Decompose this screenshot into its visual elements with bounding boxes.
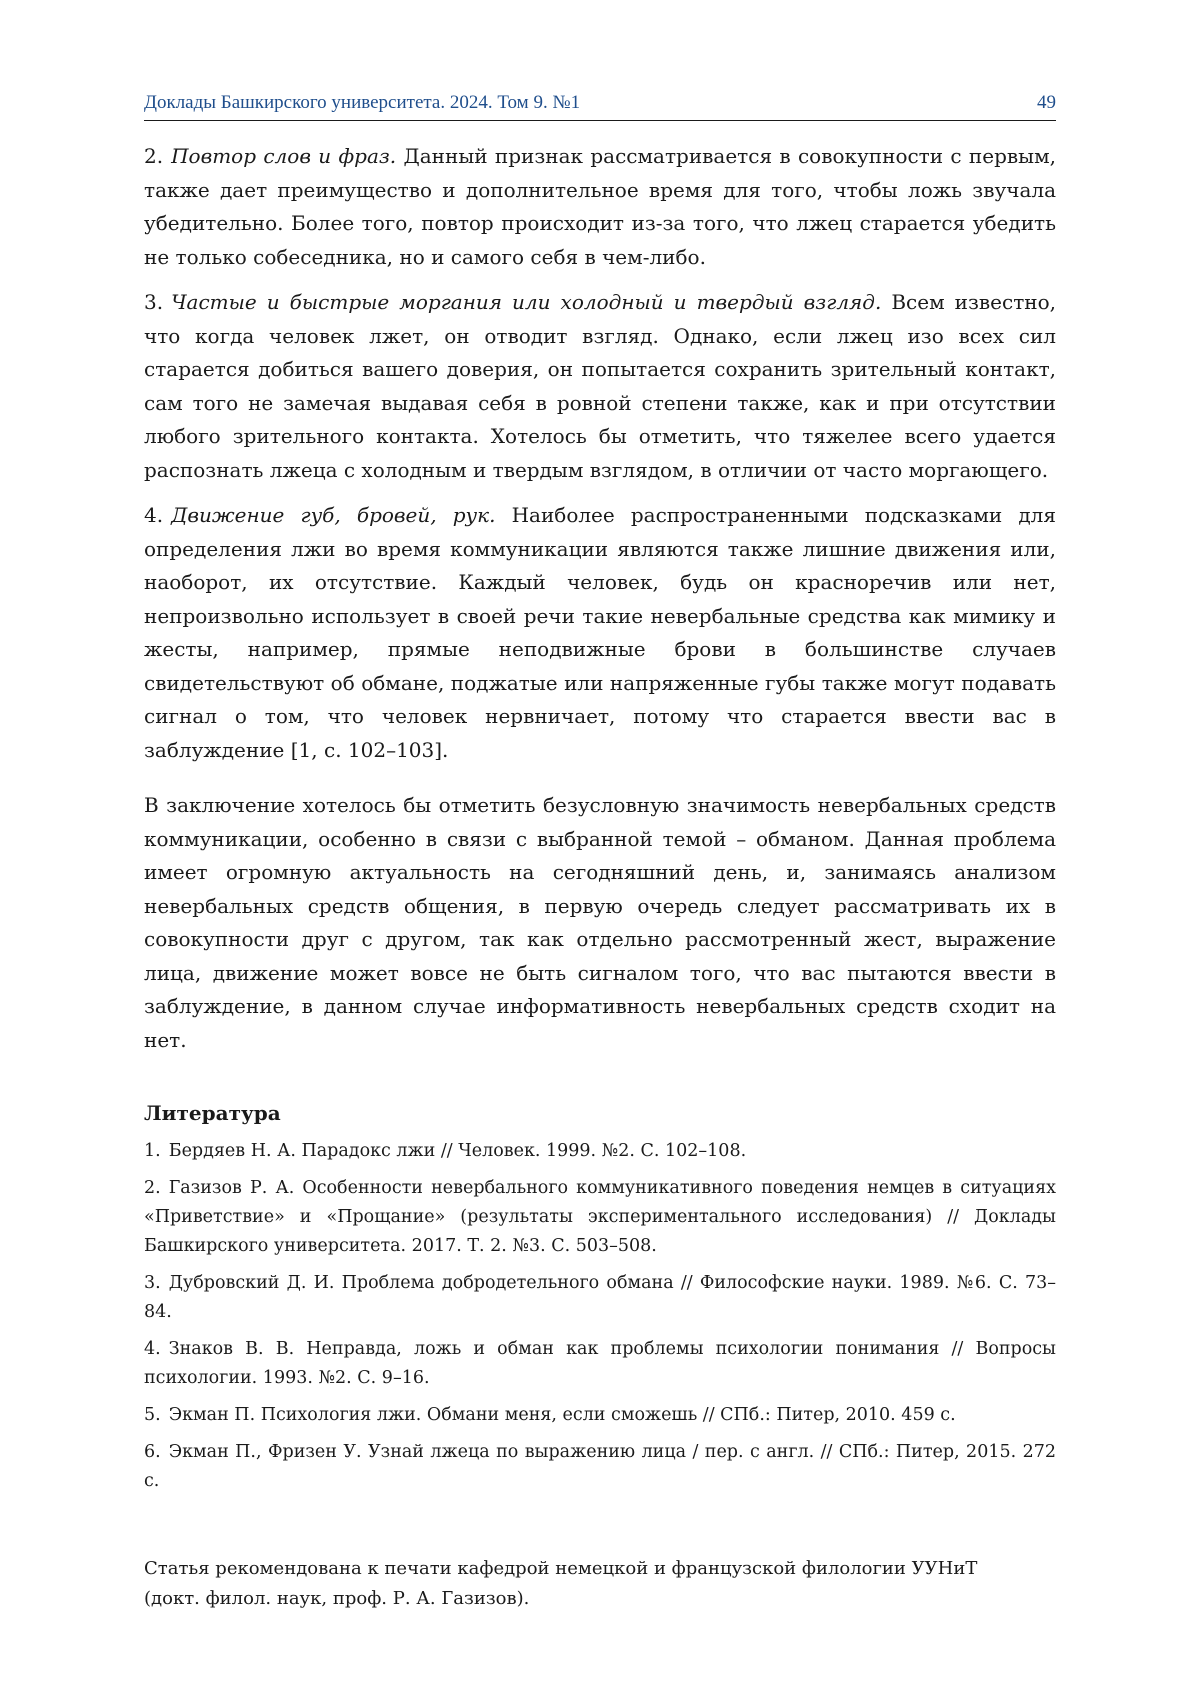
item-lead: Повтор слов и фраз. <box>171 144 396 168</box>
reference-text: Экман П., Фризен У. Узнай лжеца по выражению лица / пер. с англ. // СПб.: Питер, 2015. 272 с. <box>144 1442 1056 1491</box>
literature-heading: Литература <box>144 1101 1056 1125</box>
reference-number: 1. <box>144 1141 161 1161</box>
reference-number: 3. <box>144 1273 161 1293</box>
recommendation-line: (докт. филол. наук, проф. Р. А. Газизов). <box>144 1584 1056 1614</box>
list-item <box>144 499 1056 767</box>
item-number: 4. <box>144 503 163 527</box>
reference-item <box>144 1137 1056 1166</box>
reference-item <box>144 1269 1056 1327</box>
item-text: Всем известно, что когда человек лжет, он отводит взгляд. Однако, если лжец изо всех сил старается добиться вашего доверия, он попытается сохранить зрительный контакт, сам того не замечая выдавая себя в ровной степени также, как и при отсутствии любого зрительного контакта. Хотелось бы отметить, что тяжелее всего удается распознать лжеца с холодным и твердым взглядом, в отличии от часто моргающего. <box>144 290 1056 482</box>
reference-text: Бердяев Н. А. Парадокс лжи // Человек. 1999. №2. С. 102–108. <box>169 1141 746 1161</box>
reference-item <box>144 1174 1056 1261</box>
item-text: Данный признак рассматривается в совокупности с первым, также дает преимущество и дополнительное время для того, чтобы ложь звучала убедительно. Более того, повтор происходит из-за того, что лжец старается убедить не только собеседника, но и самого себя в чем-либо. <box>144 144 1056 269</box>
reference-text: Дубровский Д. И. Проблема добродетельного обмана // Философские науки. 1989. №6. С. 73–84. <box>144 1273 1056 1322</box>
reference-item <box>144 1335 1056 1393</box>
reference-list <box>144 1137 1056 1496</box>
reference-number: 5. <box>144 1405 161 1425</box>
reference-item <box>144 1401 1056 1430</box>
journal-title: Доклады Башкирского университета. 2024. Том 9. №1 <box>144 92 580 114</box>
reference-number: 4. <box>144 1339 161 1359</box>
reference-number: 2. <box>144 1178 161 1198</box>
conclusion-paragraph: В заключение хотелось бы отметить безусловную значимость невербальных средств коммуникации, особенно в связи с выбранной темой – обманом. Данная проблема имеет огромную актуальность на сегодняшний день, и, занимаясь анализом невербальных средств общения, в первую очередь следует рассматривать их в совокупности друг с другом, так как отдельно рассмотренный жест, выражение лица, движение может вовсе не быть сигналом того, что вас пытаются ввести в заблуждение, в данном случае информативность невербальных средств сходит на нет. <box>144 789 1056 1057</box>
item-lead: Движение губ, бровей, рук. <box>171 503 495 527</box>
page-number: 49 <box>1037 92 1056 114</box>
item-number: 3. <box>144 290 163 314</box>
list-item <box>144 286 1056 487</box>
recommendation-note <box>144 1554 1056 1614</box>
reference-item <box>144 1438 1056 1496</box>
recommendation-line: Статья рекомендована к печати кафедрой немецкой и французской филологии УУНиТ <box>144 1554 1056 1584</box>
item-text: Наиболее распространенными подсказками для определения лжи во время коммуникации являются также лишние движения или, наоборот, их отсутствие. Каждый человек, будь он красноречив или нет, непроизвольно использует в своей речи такие невербальные средства как мимику и жесты, например, прямые неподвижные брови в большинстве случаев свидетельствуют об обмане, поджатые или напряженные губы также могут подавать сигнал о том, что человек нервничает, потому что старается ввести вас в заблуждение [1, с. 102–103]. <box>144 503 1056 762</box>
reference-text: Экман П. Психология лжи. Обмани меня, если сможешь // СПб.: Питер, 2010. 459 с. <box>169 1405 956 1425</box>
reference-number: 6. <box>144 1442 161 1462</box>
reference-text: Газизов Р. А. Особенности невербального коммуникативного поведения немцев в ситуациях «Приветствие» и «Прощание» (результаты экспериментального исследования) // Доклады Башкирского университета. 2017. Т. 2. №3. С. 503–508. <box>144 1178 1056 1256</box>
reference-text: Знаков В. В. Неправда, ложь и обман как проблемы психологии понимания // Вопросы психологии. 1993. №2. С. 9–16. <box>144 1339 1056 1388</box>
running-header <box>144 92 1056 121</box>
item-number: 2. <box>144 144 163 168</box>
item-lead: Частые и быстрые моргания или холодный и твердый взгляд. <box>171 290 881 314</box>
list-item <box>144 140 1056 274</box>
page-content <box>144 140 1056 1614</box>
